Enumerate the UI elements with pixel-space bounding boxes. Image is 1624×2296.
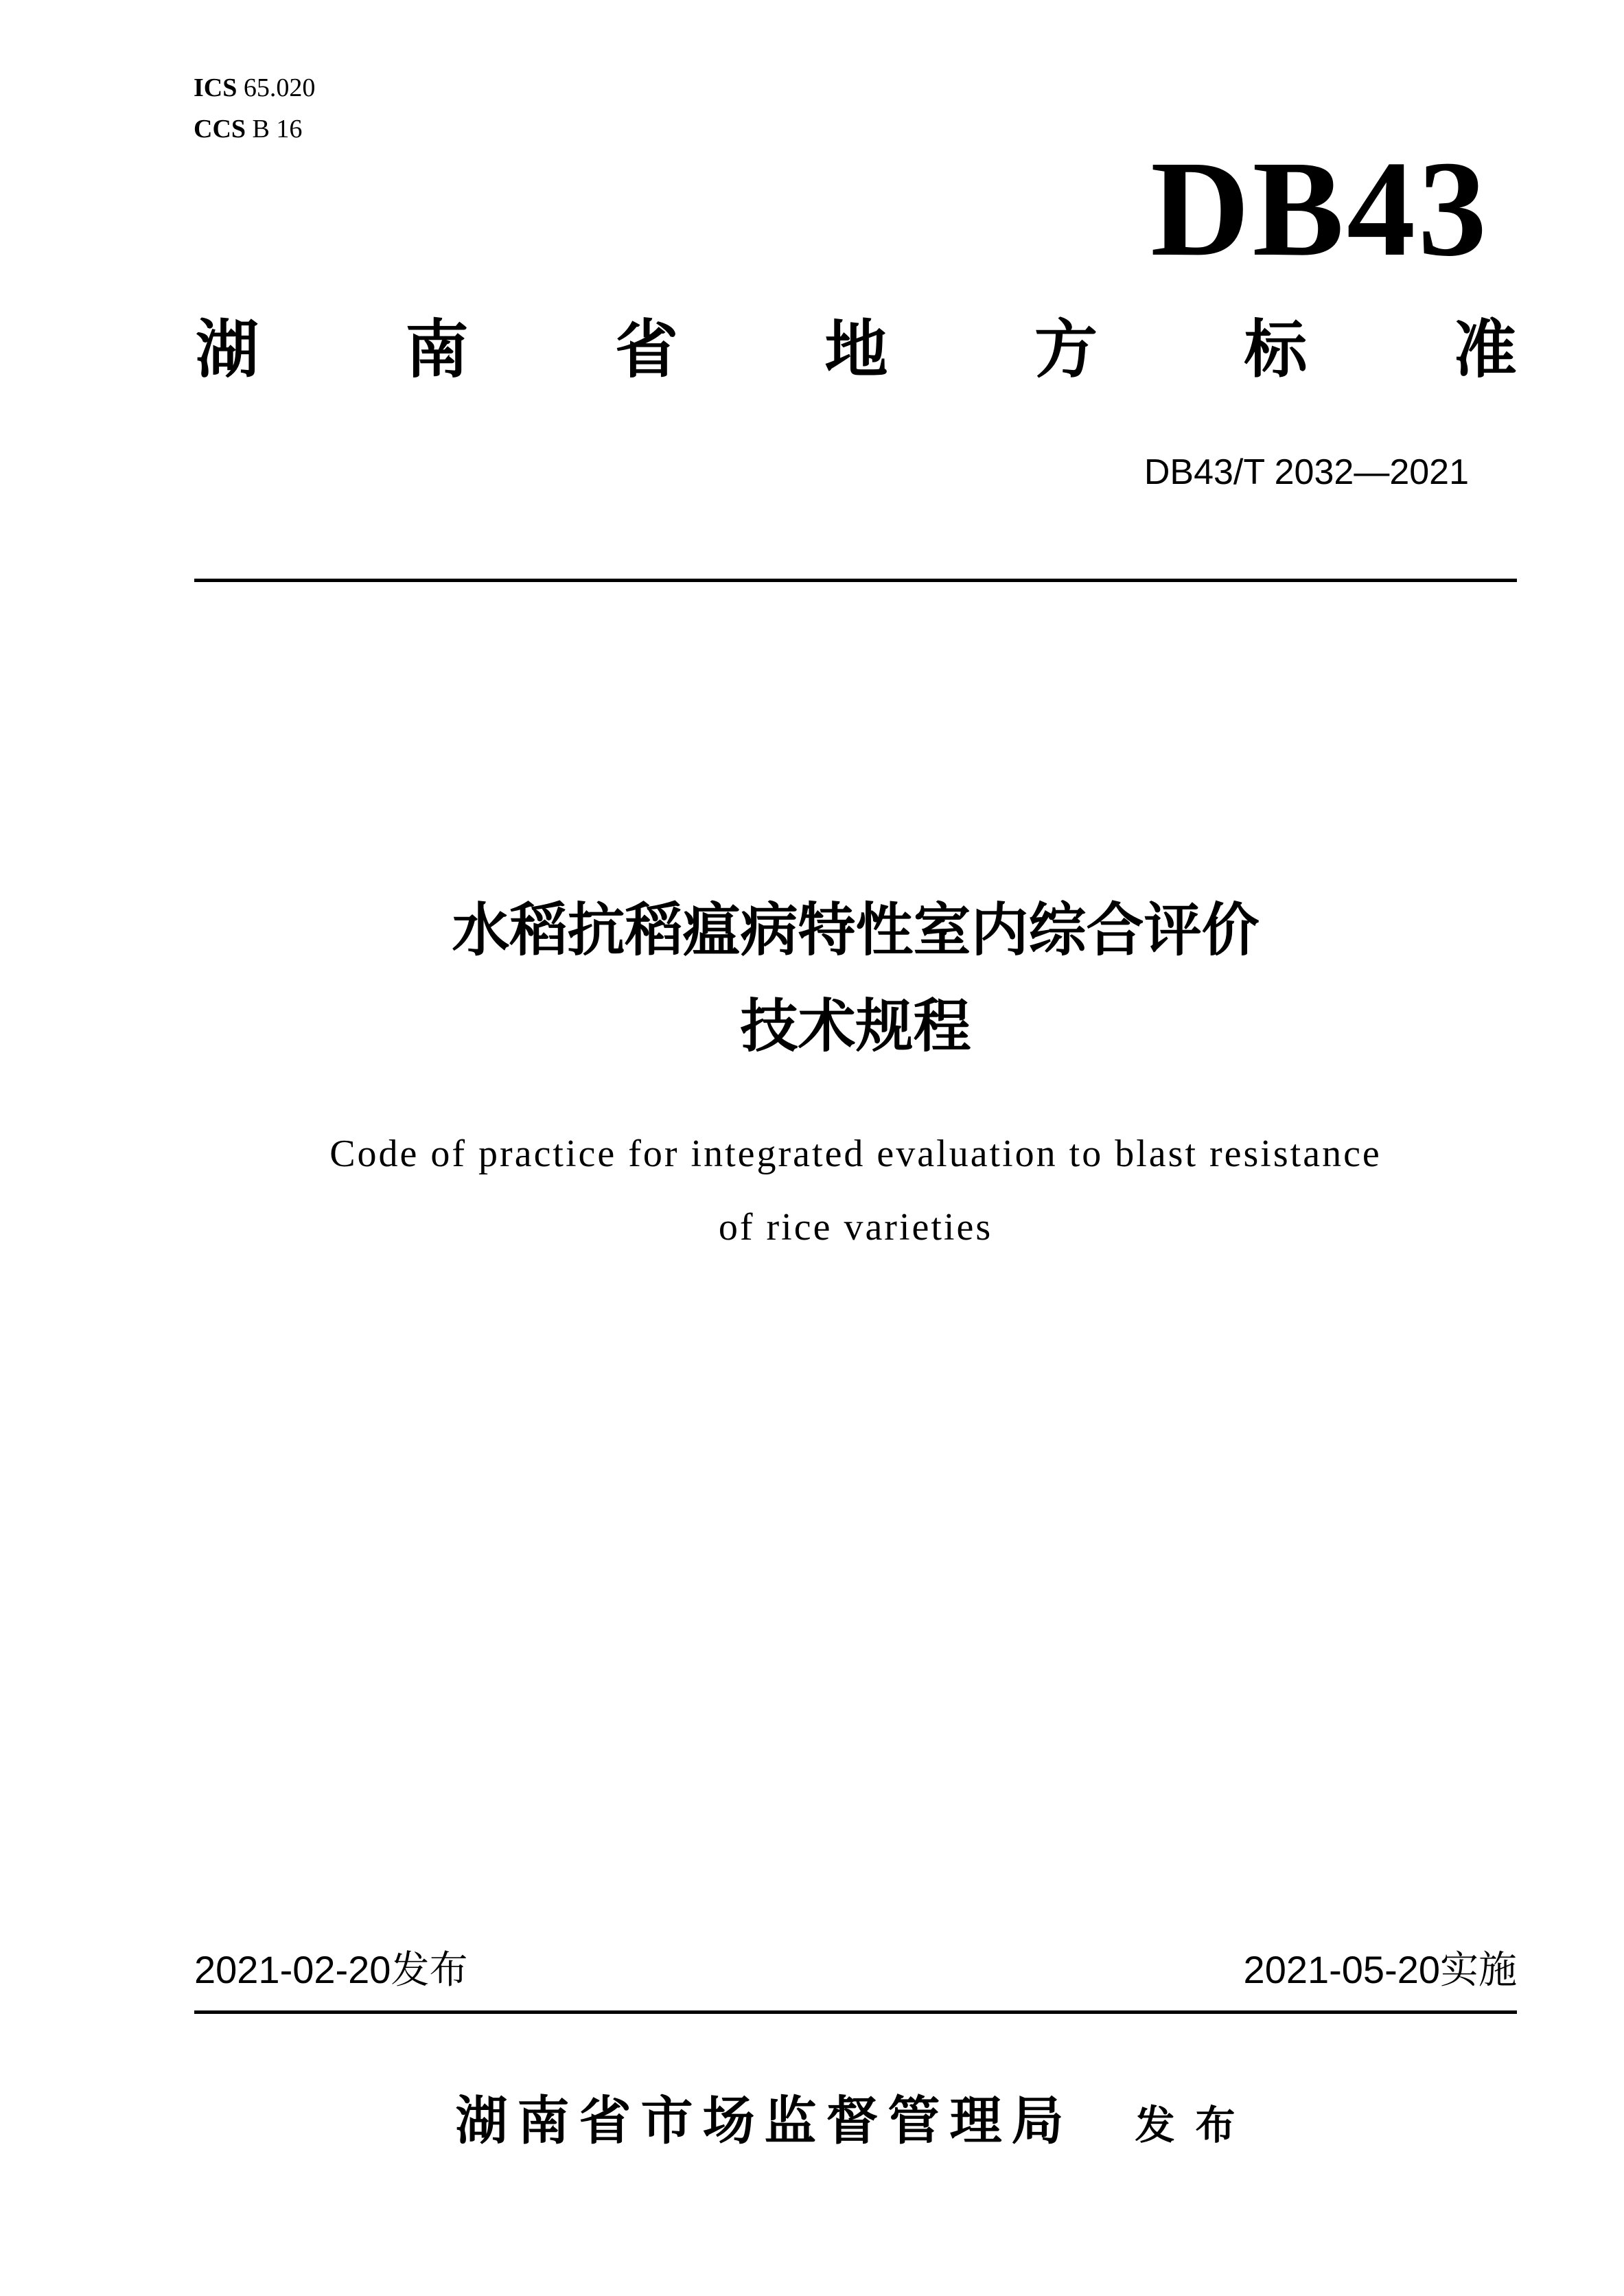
issue-label: 发布 — [1135, 2102, 1256, 2148]
ics-label: ICS — [194, 73, 237, 102]
issuer-name: 湖南省市场监督管理局 — [455, 2090, 1074, 2151]
standard-type-char: 准 — [1453, 313, 1517, 386]
standard-type-char: 方 — [1034, 313, 1098, 386]
top-divider — [194, 579, 1517, 582]
standard-number: DB43/T 2032—2021 — [1144, 452, 1469, 492]
standard-type-title — [196, 312, 1517, 388]
ccs-label: CCS — [194, 115, 246, 143]
standard-type-char: 南 — [405, 313, 469, 386]
bottom-divider — [194, 2010, 1517, 2014]
effective-date: 2021-05-20实施 — [1243, 1948, 1517, 1991]
standard-type-char: 省 — [614, 313, 678, 386]
ccs-value: B 16 — [252, 115, 303, 143]
standard-code: DB43 — [1150, 133, 1489, 285]
english-title-line-2: of rice varieties — [718, 1206, 993, 1249]
publish-date: 2021-02-20发布 — [194, 1948, 468, 1991]
chinese-title-line-1: 水稻抗稻瘟病特性室内综合评价 — [452, 896, 1260, 964]
standard-type-char: 湖 — [196, 313, 259, 386]
standard-type-char: 地 — [824, 313, 888, 386]
chinese-title-line-2: 技术规程 — [740, 993, 971, 1060]
issuer-line — [194, 2090, 1517, 2156]
english-title-line-1: Code of practice for integrated evaluation to blast resistance — [329, 1133, 1382, 1175]
ccs-code — [194, 113, 302, 145]
ics-value: 65.020 — [243, 73, 316, 102]
standard-type-char: 标 — [1244, 313, 1308, 386]
ics-code — [194, 72, 315, 104]
